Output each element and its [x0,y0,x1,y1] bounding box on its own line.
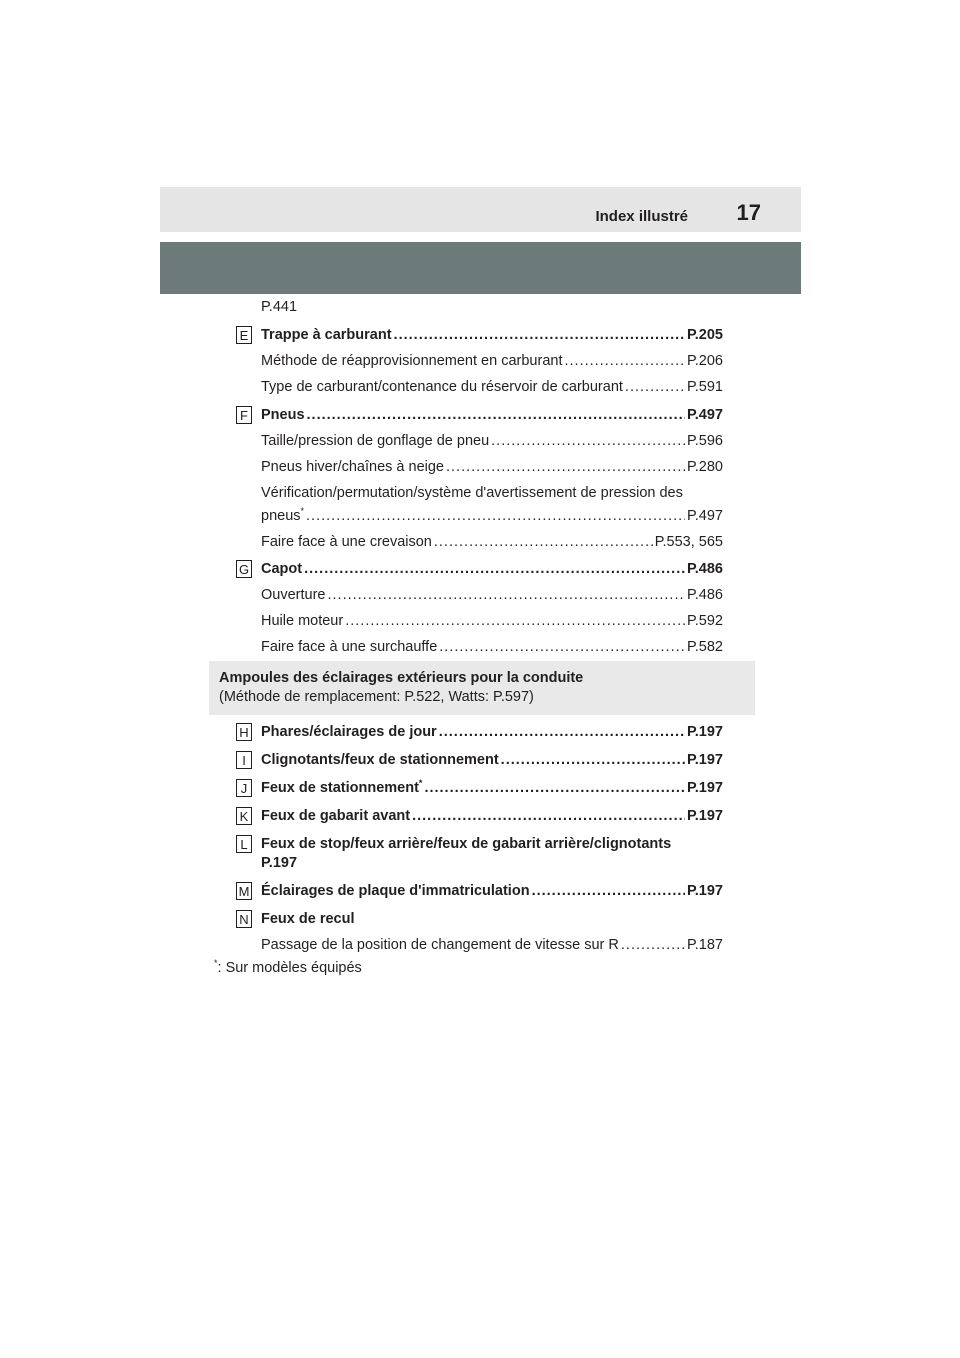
badge-l: L [236,835,252,853]
sub-entry[interactable]: Passage de la position de changement de vitesse sur R ..... P.187 [261,935,723,955]
entry-turn-signals[interactable]: Clignotants/feux de stationnement ..... P.197 [261,750,723,770]
footnote: *: Sur modèles équipés [214,958,362,976]
entry-rear-lamps-page[interactable]: P.197 [261,855,298,871]
badge-h: H [236,723,252,741]
top-reference: P.441 [261,299,298,315]
badge-i: I [236,751,252,769]
entry-license-plate-lights[interactable]: Éclairages de plaque d'immatriculation ..... P.197 [261,881,723,901]
chapter-bar [160,242,801,294]
entry-tires[interactable]: Pneus ..... P.497 [261,405,723,425]
lamps-section-title: Ampoules des éclairages extérieurs pour la conduite [219,670,584,686]
sub-entry[interactable]: Pneus hiver/chaînes à neige ..... P.280 [261,457,723,477]
badge-j: J [236,779,252,797]
page-header [160,187,801,232]
sub-entry-tpms-line2[interactable]: pneus* ..... P.497 [261,506,723,526]
footnote-mark: * [418,778,423,789]
sub-entry[interactable]: Taille/pression de gonflage de pneu ..... P.596 [261,431,723,451]
entry-front-side-marker[interactable]: Feux de gabarit avant ..... P.197 [261,806,723,826]
entry-reverse-lights[interactable]: Feux de recul [261,911,355,927]
entry-parking-lights[interactable]: Feux de stationnement* ..... P.197 [261,778,723,798]
page-number: 17 [736,200,761,225]
badge-m: M [236,882,252,900]
badge-e: E [236,326,252,344]
badge-n: N [236,910,252,928]
section-title: Index illustré [595,208,688,225]
sub-entry[interactable]: Type de carburant/contenance du réservoir de carburant ..... P.591 [261,377,723,397]
sub-entry[interactable]: Ouverture ..... P.486 [261,585,723,605]
entry-fuel-door[interactable]: Trappe à carburant ..... P.205 [261,325,723,345]
badge-k: K [236,807,252,825]
sub-entry-tpms-line1[interactable]: Vérification/permutation/système d'avertissement de pression des [261,485,683,501]
sub-entry[interactable]: Huile moteur ..... P.592 [261,611,723,631]
sub-entry[interactable]: Faire face à une surchauffe ..... P.582 [261,637,723,657]
footnote-mark: * [214,958,218,969]
entry-rear-lamps-line1[interactable]: Feux de stop/feux arrière/feux de gabarit arrière/clignotants [261,836,672,852]
entry-hood[interactable]: Capot ..... P.486 [261,559,723,579]
lamps-section-box [209,661,755,715]
badge-g: G [236,560,252,578]
footnote-mark: * [300,506,305,517]
badge-f: F [236,406,252,424]
lamps-section-subtitle: (Méthode de remplacement: P.522, Watts: P.597) [219,689,534,705]
entry-page: P.205 [686,327,723,343]
sub-entry[interactable]: Faire face à une crevaison ..... P.553, 565 [261,532,723,552]
entry-headlights[interactable]: Phares/éclairages de jour ..... P.197 [261,722,723,742]
sub-entry[interactable]: Méthode de réapprovisionnement en carburant ..... P.206 [261,351,723,371]
